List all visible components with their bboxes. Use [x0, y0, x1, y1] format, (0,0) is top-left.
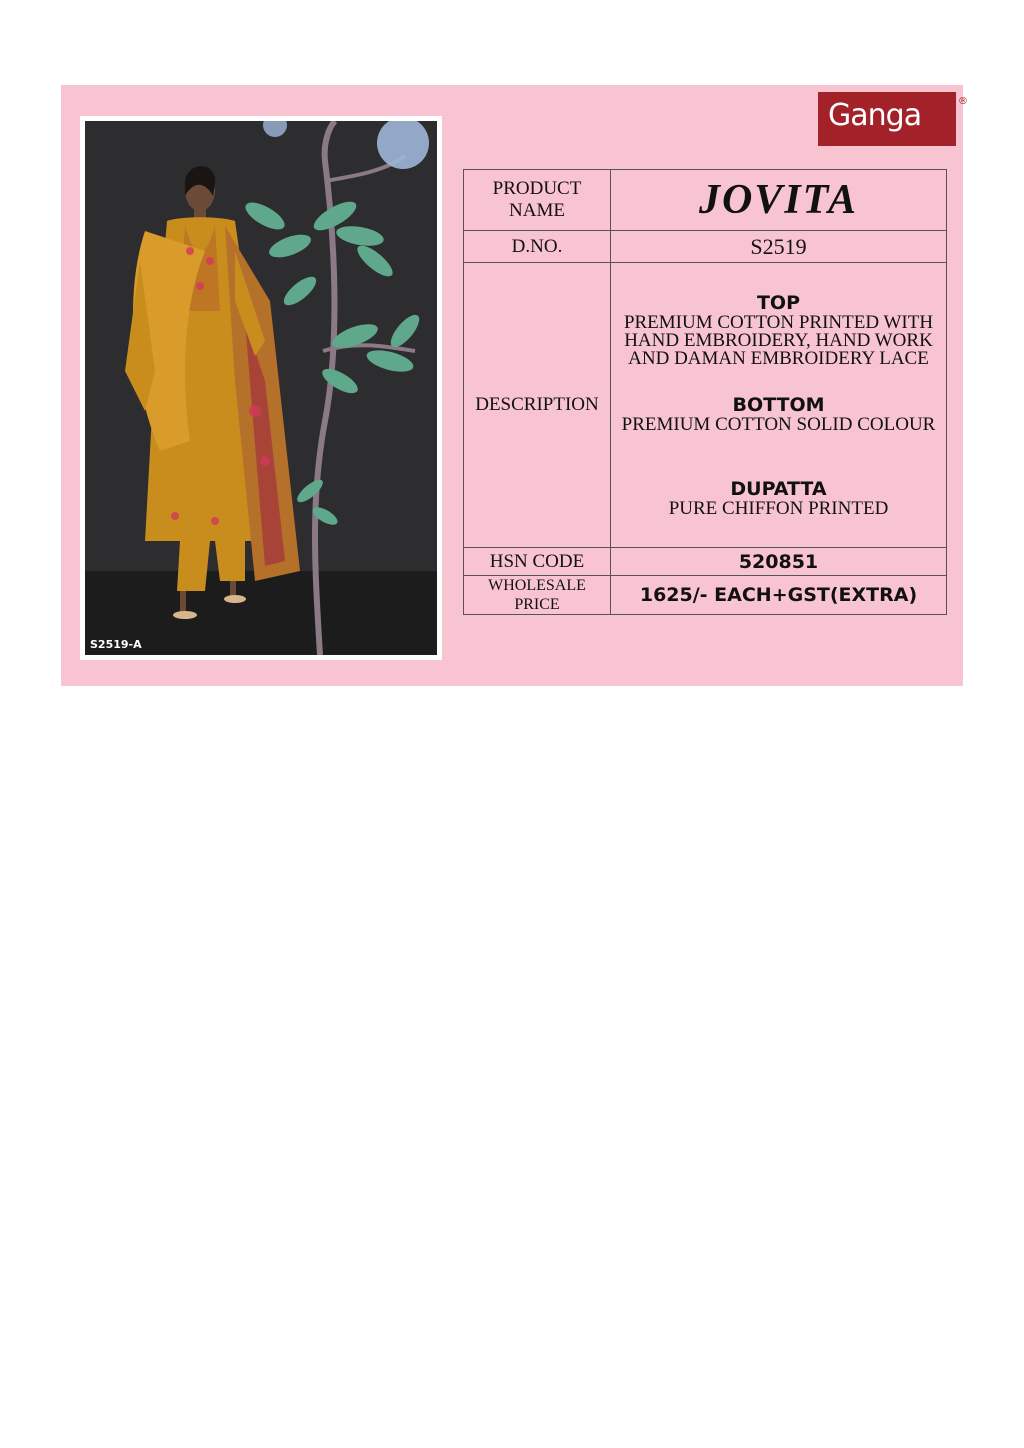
dno-text: S2519 — [750, 233, 807, 259]
product-name-value — [611, 170, 947, 231]
description-value — [611, 263, 947, 548]
price-label: WHOLESALE PRICE — [464, 576, 611, 615]
row-dno — [464, 231, 947, 263]
row-product-name — [464, 170, 947, 231]
price-text: 1625/- EACH+GST(EXTRA) — [639, 584, 918, 606]
ganga-logo — [818, 92, 968, 146]
logo-text: Ganga — [828, 98, 922, 133]
dno-label: D.NO. — [464, 231, 611, 263]
product-spec-table — [463, 169, 947, 615]
registered-mark: ® — [958, 96, 968, 107]
photo-code-label: S2519-A — [90, 638, 142, 651]
row-description — [464, 263, 947, 548]
bottom-heading: BOTTOM — [732, 394, 825, 416]
price-value — [611, 576, 947, 615]
hsn-text: 520851 — [738, 550, 819, 573]
product-photo — [85, 121, 437, 655]
description-label: DESCRIPTION — [464, 263, 611, 548]
catalog-sheet — [61, 85, 968, 686]
model-illustration — [85, 121, 437, 655]
dupatta-heading: DUPATTA — [730, 478, 827, 500]
product-name-text: JOVITA — [698, 177, 859, 223]
dno-value — [611, 231, 947, 263]
row-hsn — [464, 548, 947, 576]
top-text: PREMIUM COTTON PRINTED WITH HAND EMBROIDERY, HAND WORK AND DAMAN EMBROIDERY LACE — [623, 312, 934, 369]
row-price — [464, 576, 947, 615]
bottom-text: PREMIUM COTTON SOLID COLOUR — [621, 414, 936, 435]
hsn-label: HSN CODE — [464, 548, 611, 576]
hsn-value — [611, 548, 947, 576]
dupatta-text: PURE CHIFFON PRINTED — [668, 498, 889, 519]
product-photo-frame — [80, 116, 442, 660]
product-name-label: PRODUCT NAME — [464, 170, 611, 231]
top-heading: TOP — [756, 292, 801, 314]
